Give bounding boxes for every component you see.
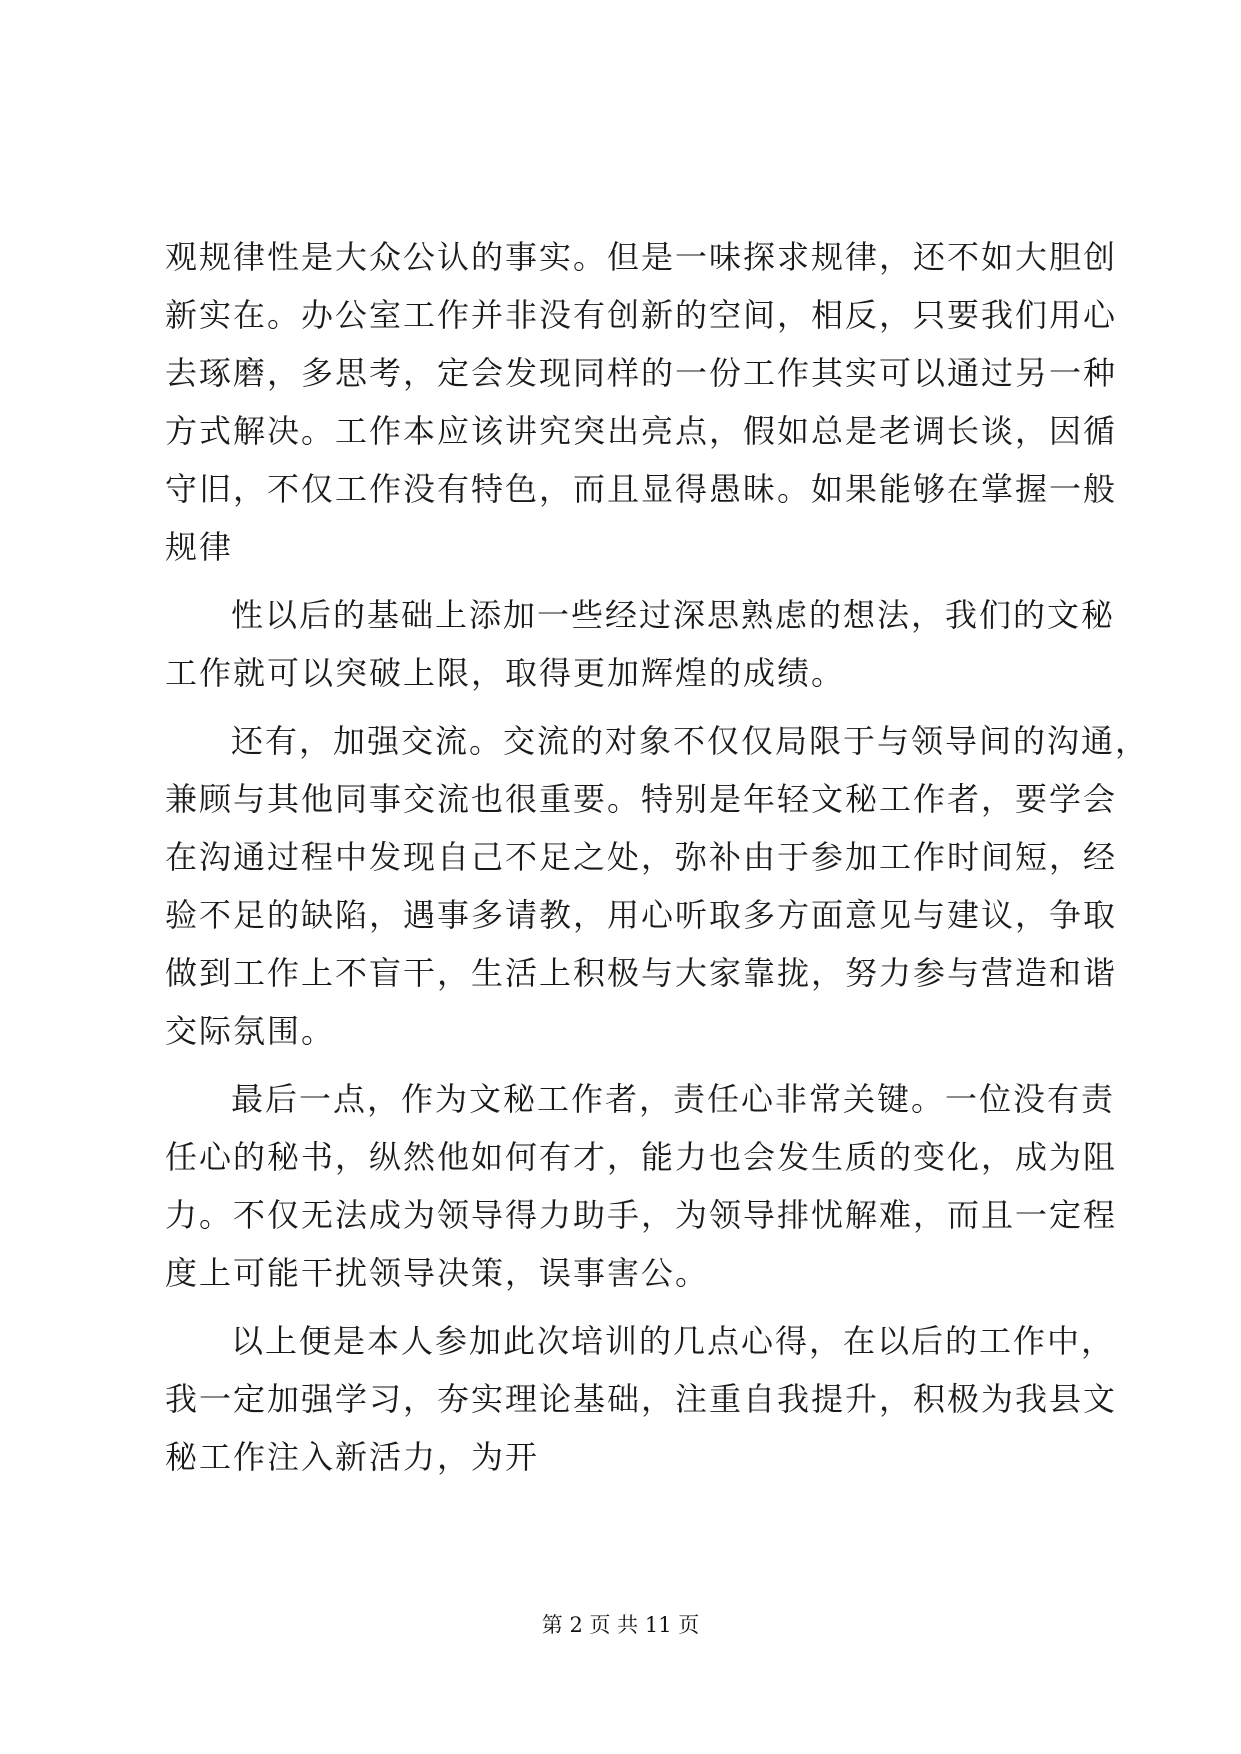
page-number-footer: 第 2 页 共 11 页 [541,1613,700,1637]
text-line: 做到工作上不盲干，生活上积极与大家靠拢，努力参与营造和谐 [165,954,1118,992]
paragraph [165,712,1150,1060]
text-line: 还有，加强交流。交流的对象不仅仅局限于与领导间的沟通， [231,722,1150,760]
text-line: 度上可能干扰领导决策，误事害公。 [165,1254,710,1292]
text-line: 方式解决。工作本应该讲究突出亮点，假如总是老调长谈，因循 [165,412,1118,450]
text-line: 任心的秘书，纵然他如何有才，能力也会发生质的变化，成为阻 [165,1138,1118,1176]
text-line: 去琢磨，多思考，定会发现同样的一份工作其实可以通过另一种 [165,354,1118,392]
text-line: 在沟通过程中发现自己不足之处，弥补由于参加工作时间短，经 [165,838,1118,876]
text-line: 最后一点，作为文秘工作者，责任心非常关键。一位没有责 [231,1080,1116,1118]
text-line: 工作就可以突破上限，取得更加辉煌的成绩。 [165,654,846,692]
paragraph [165,1312,1118,1486]
text-line: 我一定加强学习，夯实理论基础，注重自我提升，积极为我县文 [165,1380,1118,1418]
text-line: 验不足的缺陷，遇事多请教，用心听取多方面意见与建议，争取 [165,896,1118,934]
paragraph [165,1070,1118,1302]
paragraph [165,586,1116,702]
text-line: 规律 [165,528,234,566]
document-body [165,228,1150,1486]
paragraph [165,228,1118,576]
text-line: 交际氛围。 [165,1012,336,1050]
text-line: 兼顾与其他同事交流也很重要。特别是年轻文秘工作者，要学会 [165,780,1118,818]
text-line: 秘工作注入新活力，为开 [165,1438,540,1476]
text-line: 观规律性是大众公认的事实。但是一味探求规律，还不如大胆创 [165,238,1118,276]
text-line: 以上便是本人参加此次培训的几点心得，在以后的工作中， [231,1322,1116,1360]
text-line: 力。不仅无法成为领导得力助手，为领导排忧解难，而且一定程 [165,1196,1118,1234]
text-line: 性以后的基础上添加一些经过深思熟虑的想法，我们的文秘 [231,596,1116,634]
text-line: 守旧，不仅工作没有特色，而且显得愚昧。如果能够在掌握一般 [165,470,1118,508]
text-line: 新实在。办公室工作并非没有创新的空间，相反，只要我们用心 [165,296,1118,334]
